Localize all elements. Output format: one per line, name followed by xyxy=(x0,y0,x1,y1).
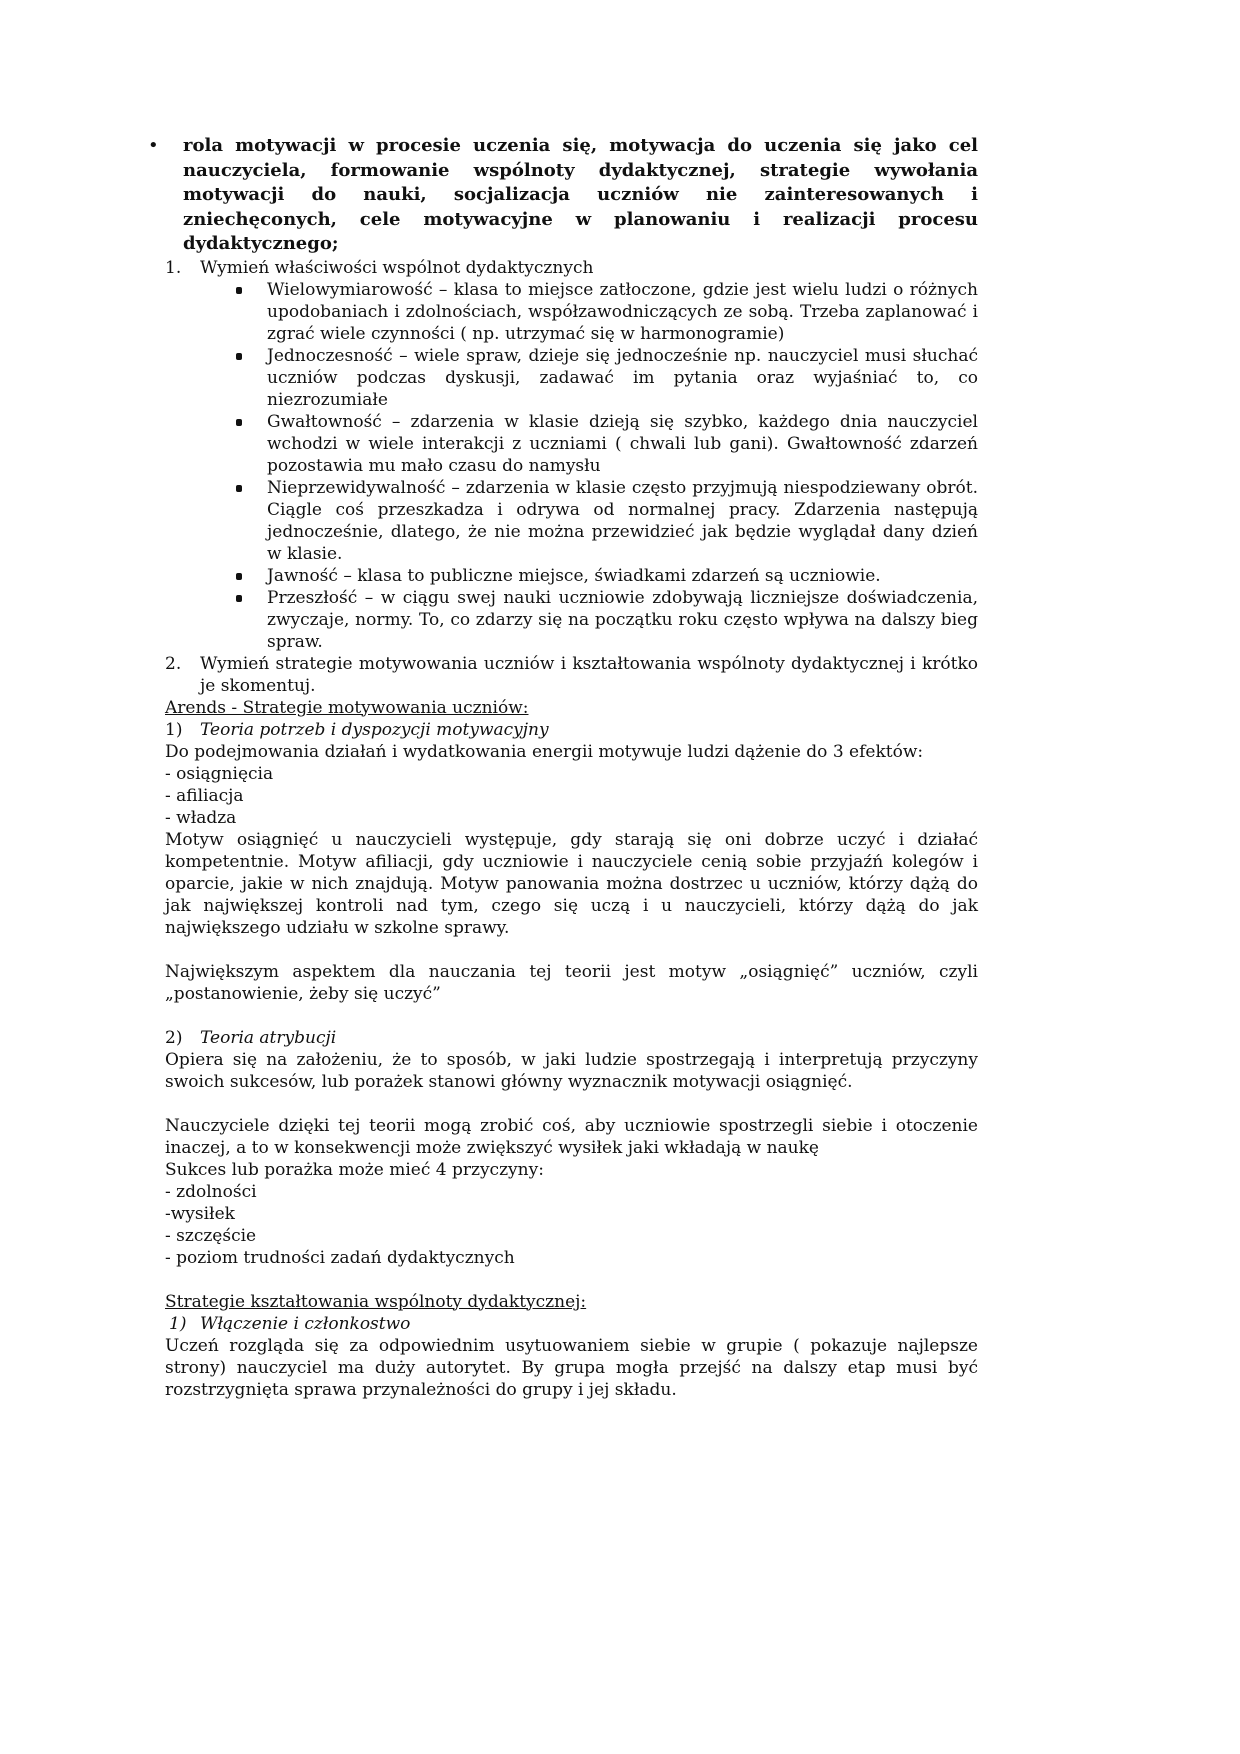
section-heading: Arends - Strategie motywowania uczniów: xyxy=(165,697,529,718)
question-text: Wymień właściwości wspólnot dydaktycznych xyxy=(200,257,594,278)
list-item: - szczęście xyxy=(165,1225,257,1246)
paragraph: Największym aspektem dla nauczania tej teorii jest motyw „osiągnięć” uczniów, czyli „postanowienie, żeby się uczyć” xyxy=(165,961,978,1004)
question-text: Wymień strategie motywowania uczniów i kształtowania wspólnoty dydaktycznej i krótko je skomentuj. xyxy=(200,653,978,696)
topic-row xyxy=(148,134,978,257)
question-1 xyxy=(165,257,978,279)
list-item: - osiągnięcia xyxy=(165,763,274,784)
theory-title: Teoria potrzeb i dyspozycji motywacyjny xyxy=(200,719,549,740)
theory-1-heading xyxy=(165,719,978,741)
list-item: - zdolności xyxy=(165,1181,257,1202)
list-item: -wysiłek xyxy=(165,1203,235,1224)
theory-number: 2) xyxy=(165,1027,183,1048)
list-item: - afiliacja xyxy=(165,785,244,806)
list-item: Jawność – klasa to publiczne miejsce, świadkami zdarzeń są uczniowie. xyxy=(267,565,978,587)
list-item: Wielowymiarowość – klasa to miejsce zatłoczone, gdzie jest wielu ludzi o różnych upodobaniach i zdolnościach, współzawodniczących ze sobą. Trzeba zaplanować i zgrać wiele czynności ( np. utrzymać się w harmonogramie) xyxy=(267,279,978,344)
question-number: 2. xyxy=(165,653,182,674)
theory-2-heading xyxy=(165,1027,978,1049)
list-item: - poziom trudności zadań dydaktycznych xyxy=(165,1247,515,1268)
document-flow xyxy=(148,134,978,1401)
paragraph: Uczeń rozgląda się za odpowiednim usytuowaniem siebie w grupie ( pokazuje najlepsze strony) nauczyciel ma duży autorytet. By grupa mogła przejść na dalszy etap musi być rozstrzygnięta sprawa przynależności do grupy i jej składu. xyxy=(165,1335,978,1400)
list-item: Jednoczesność – wiele spraw, dzieje się jednocześnie np. nauczyciel musi słuchać uczniów podczas dyskusji, zadawać im pytania oraz wyjaśniać to, co niezrozumiałe xyxy=(267,345,978,410)
paragraph: Sukces lub porażka może mieć 4 przyczyny: xyxy=(165,1159,544,1180)
section-heading: Strategie kształtowania wspólnoty dydaktycznej: xyxy=(165,1291,587,1312)
paragraph: Nauczyciele dzięki tej teorii mogą zrobić coś, aby uczniowie spostrzegli siebie i otoczenie inaczej, a to w konsekwencji może zwiększyć wysiłek jaki wkładają w naukę xyxy=(165,1115,978,1158)
strategy-number: 1) xyxy=(169,1313,187,1334)
document-body xyxy=(165,257,978,1401)
list-item: Gwałtowność – zdarzenia w klasie dzieją się szybko, każdego dnia nauczyciel wchodzi w wiele interakcji z uczniami ( chwali lub gani). Gwałtowność zdarzeń pozostawia mu mało czasu do namysłu xyxy=(267,411,978,476)
paragraph: Do podejmowania działań i wydatkowania energii motywuje ludzi dążenie do 3 efektów: xyxy=(165,741,924,762)
strategy-1-heading xyxy=(165,1313,978,1335)
paragraph: Opiera się na założeniu, że to sposób, w jaki ludzie spostrzegają i interpretują przyczyny swoich sukcesów, lub porażek stanowi główny wyznacznik motywacji osiągnięć. xyxy=(165,1049,978,1092)
list-item: Nieprzewidywalność – zdarzenia w klasie często przyjmują niespodziewany obrót. Ciągle coś przeszkadza i odrywa od normalnej pracy. Zdarzenia następują jednocześnie, dlatego, że nie można przewidzieć jak będzie wyglądał dany dzień w klasie. xyxy=(267,477,978,564)
question-2 xyxy=(165,653,978,697)
list-item: Przeszłość – w ciągu swej nauki uczniowie zdobywają liczniejsze doświadczenia, zwyczaje, normy. To, co zdarzy się na początku roku często wpływa na dalszy bieg spraw. xyxy=(267,587,978,652)
paragraph: Motyw osiągnięć u nauczycieli występuje, gdy starają się oni dobrze uczyć i działać kompetentnie. Motyw afiliacji, gdy uczniowie i nauczyciele cenią sobie przyjaźń kolegów i oparcie, jakie w nich znajdują. Motyw panowania można dostrzec u uczniów, którzy dążą do jak największej kontroli nad tym, czego się uczą i u nauczycieli, którzy dążą do jak największego udziału w szkolne sprawy. xyxy=(165,829,978,938)
question-number: 1. xyxy=(165,257,182,278)
strategy-title: Włączenie i członkostwo xyxy=(200,1313,411,1334)
list-item: - władza xyxy=(165,807,237,828)
topic-heading: rola motywacji w procesie uczenia się, motywacja do uczenia się jako cel nauczyciela, formowanie wspólnoty dydaktycznej, strategie wywołania motywacji do nauki, socjalizacja uczniów nie zainteresowanych i zniechęconych, cele motywacyjne w planowaniu i realizacji procesu dydaktycznego; xyxy=(183,135,978,254)
theory-number: 1) xyxy=(165,719,183,740)
topic-bullet: • xyxy=(148,135,159,156)
theory-title: Teoria atrybucji xyxy=(200,1027,337,1048)
properties-list xyxy=(165,279,978,653)
